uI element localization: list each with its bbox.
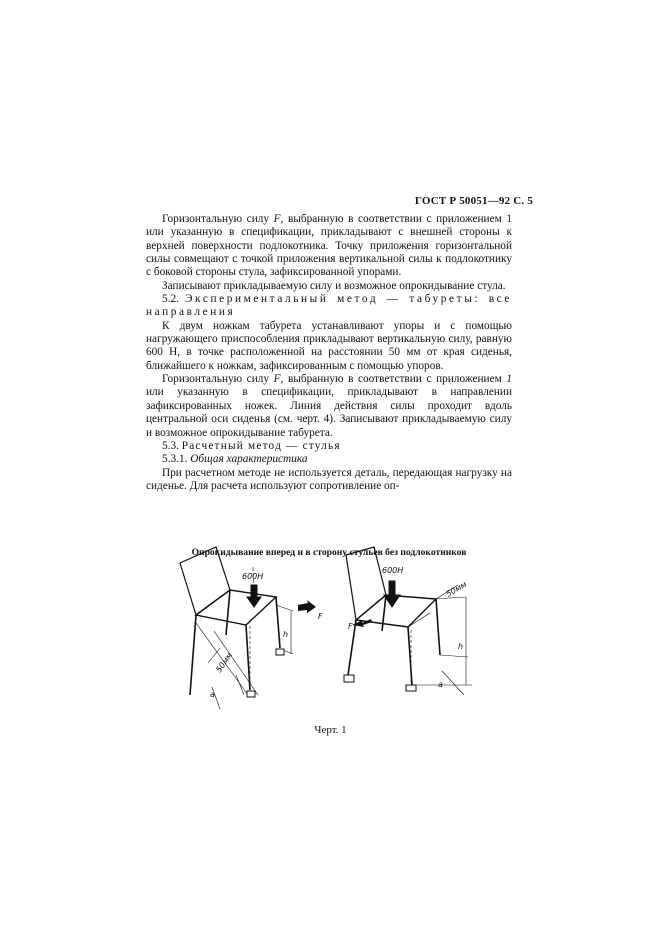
paragraph-4: Горизонтальную силу F, выбранную в соответствии с приложением 1 или указанную в спецификации, прикладывают в направлении зафиксированных ножек. Линия действия силы проходит вдоль центральной оси сиденья (см. черт. 4). Записывают прикладываемую силу и возможное опрокидывание табурета. xyxy=(146,373,512,439)
left-force-label: F xyxy=(318,612,323,621)
left-a-label: a xyxy=(210,690,215,699)
chair-tipping-figure xyxy=(168,545,498,720)
figure-caption: Черт. 1 xyxy=(314,724,347,736)
body-text xyxy=(146,213,512,493)
left-chair xyxy=(180,547,293,709)
left-force-arrow-icon xyxy=(298,600,316,613)
left-load-arrow-icon xyxy=(247,585,261,607)
paragraph-5: При расчетном методе не используется деталь, передающая нагрузку на сиденье. Для расчета используют сопротивление оп- xyxy=(146,466,512,492)
paragraph-2: Записывают прикладываемую силу и возможное опрокидывание стула. xyxy=(162,279,506,292)
right-height-label: h xyxy=(458,642,464,651)
right-dimension-label: 50мм xyxy=(444,579,469,599)
page-header: ГОСТ Р 50051—92 С. 5 xyxy=(414,195,533,207)
figure-title: Опрокидывание вперед и в сторону стульев без подлокотников xyxy=(191,547,467,558)
section-5-3-1-heading: 5.3.1. Общая характеристика xyxy=(162,453,308,466)
section-5-2-heading: 5.2. Экспериментальный метод — табуреты: все направления xyxy=(146,293,512,319)
right-a-label: a xyxy=(438,680,443,689)
paragraph-1: Горизонтальную силу F, выбранную в соответствии с приложением 1 или указанную в спецификации, прикладывают с внешней стороны к верхней поверхности подлокотника. Точку приложения горизонтальной силы совмещают с точкой приложения вертикальной силы к подлокотнику с боковой стороны стула, зафиксированной упорами. xyxy=(146,213,513,279)
paragraph-3: К двум ножкам табурета устанавливают упоры и с помощью нагружающего приспособления прикладывают вертикальную силу, равную 600 Н, в точке расположенной на расстоянии 50 мм от края сиденья, ближайшего к ножкам, зафиксированным с помощью упоров. xyxy=(146,319,512,372)
right-load-arrow-icon xyxy=(384,581,400,607)
left-height-label: h xyxy=(283,630,289,639)
left-dimension-label: 50мм xyxy=(214,650,235,675)
right-chair xyxy=(344,547,472,695)
left-load-label: 600Н xyxy=(242,572,264,581)
right-force-label: F xyxy=(348,622,353,631)
right-load-label: 600Н xyxy=(382,566,404,575)
section-5-3-heading: 5.3. Расчетный метод — стулья xyxy=(162,439,341,452)
